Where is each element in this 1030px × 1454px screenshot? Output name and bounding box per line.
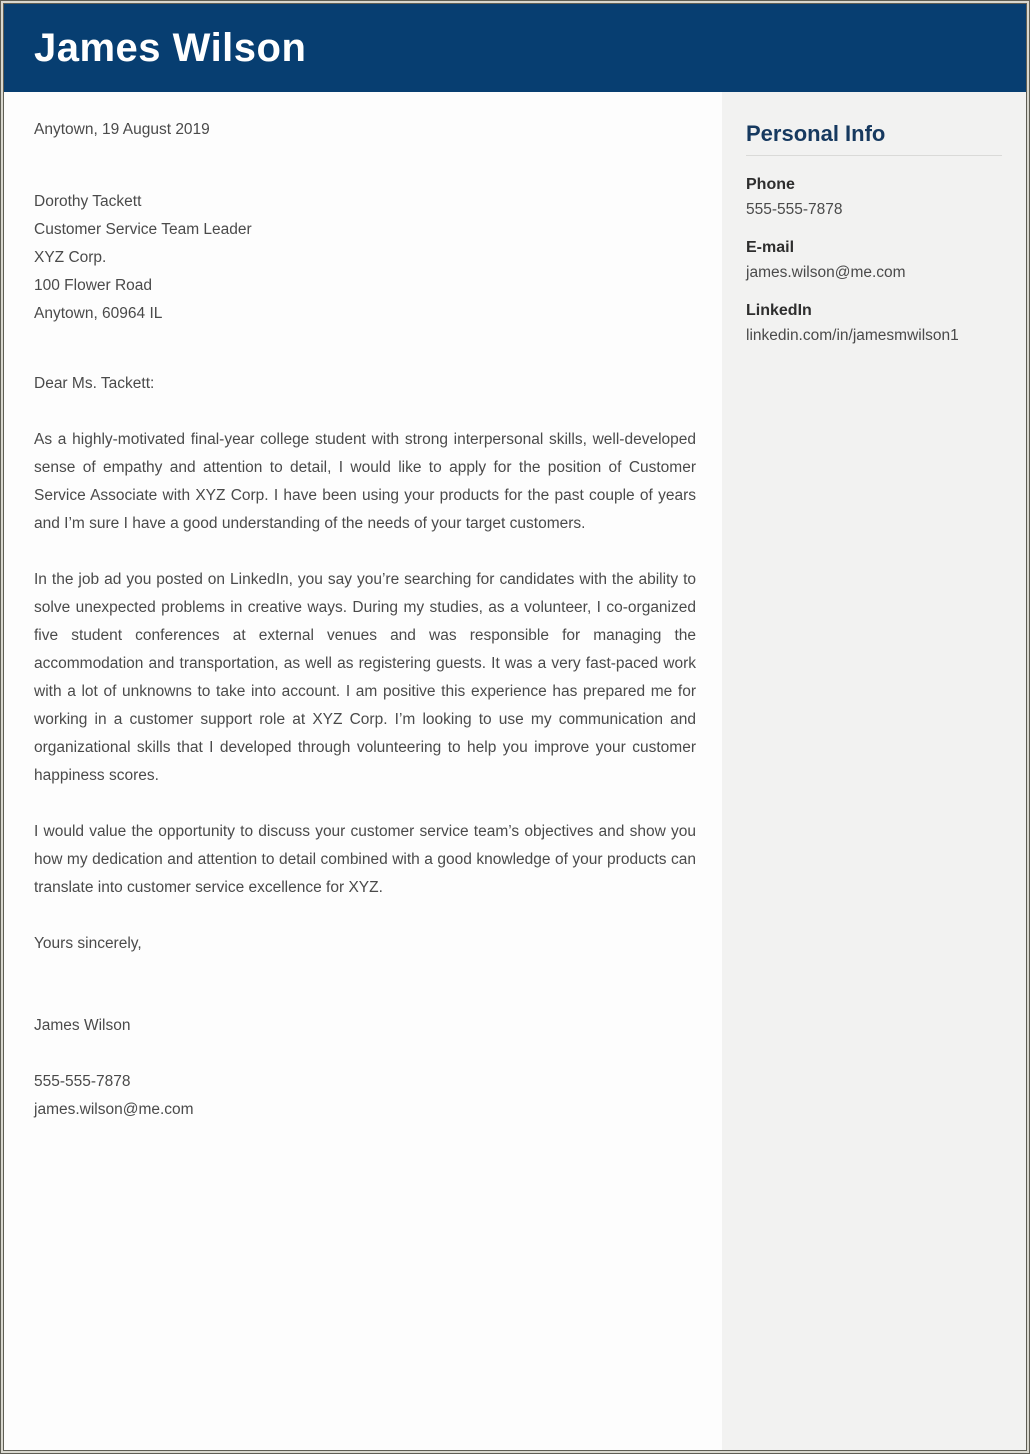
sidebar-item-phone <box>746 172 1002 222</box>
email-label: E-mail <box>746 239 795 257</box>
salutation: Dear Ms. Tackett: <box>34 375 155 392</box>
date-line: Anytown, 19 August 2019 <box>34 121 210 138</box>
personal-info-sidebar <box>722 92 1026 1450</box>
recipient-street: 100 Flower Road <box>34 277 153 294</box>
phone-label: Phone <box>746 176 795 194</box>
letter-paragraph: I would value the opportunity to discuss your customer service team’s objectives and show you how my dedication and attention to detail combined with a good knowledge of your products can translate into customer service excellence for XYZ. <box>34 823 696 896</box>
sidebar-item-email <box>746 235 1002 285</box>
recipient-address <box>34 188 696 328</box>
linkedin-label: LinkedIn <box>746 302 812 320</box>
content-row <box>4 92 1026 1450</box>
applicant-name: James Wilson <box>34 26 307 70</box>
sidebar-divider <box>746 155 1002 156</box>
signature-email: james.wilson@me.com <box>34 1101 194 1118</box>
phone-value: 555-555-7878 <box>746 201 843 219</box>
sidebar-title: Personal Info <box>746 121 886 146</box>
email-value: james.wilson@me.com <box>746 264 906 282</box>
letter-body <box>4 92 722 1450</box>
closing-line: Yours sincerely, <box>34 935 142 952</box>
recipient-name: Dorothy Tackett <box>34 193 142 210</box>
linkedin-value: linkedin.com/in/jamesmwilson1 <box>746 327 959 345</box>
signature-phone: 555-555-7878 <box>34 1073 131 1090</box>
cover-letter-page <box>3 3 1027 1451</box>
signature-contact <box>34 1068 696 1124</box>
sidebar-item-linkedin <box>746 298 1002 348</box>
header-band <box>4 4 1026 92</box>
letter-paragraph: As a highly-motivated final-year college student with strong interpersonal skills, well-developed sense of empathy and attention to detail, I would like to apply for the position of Customer Service Associate with XYZ Corp. I have been using your products for the past couple of years and I’m sure I have a good understanding of the needs of your target customers. <box>34 431 696 532</box>
letter-paragraph: In the job ad you posted on LinkedIn, you say you’re searching for candidates with the ability to solve unexpected problems in creative ways. During my studies, as a volunteer, I co-organized five student conferences at external venues and was responsible for managing the accommodation and transportation, as well as registering guests. It was a very fast-paced work with a lot of unknowns to take into account. I am positive this experience has prepared me for working in a customer support role at XYZ Corp. I’m looking to use my communication and organizational skills that I developed through volunteering to help you improve your customer happiness scores. <box>34 571 696 784</box>
signature-name: James Wilson <box>34 1017 131 1034</box>
recipient-title: Customer Service Team Leader <box>34 221 252 238</box>
recipient-city: Anytown, 60964 IL <box>34 305 163 322</box>
recipient-company: XYZ Corp. <box>34 249 107 266</box>
